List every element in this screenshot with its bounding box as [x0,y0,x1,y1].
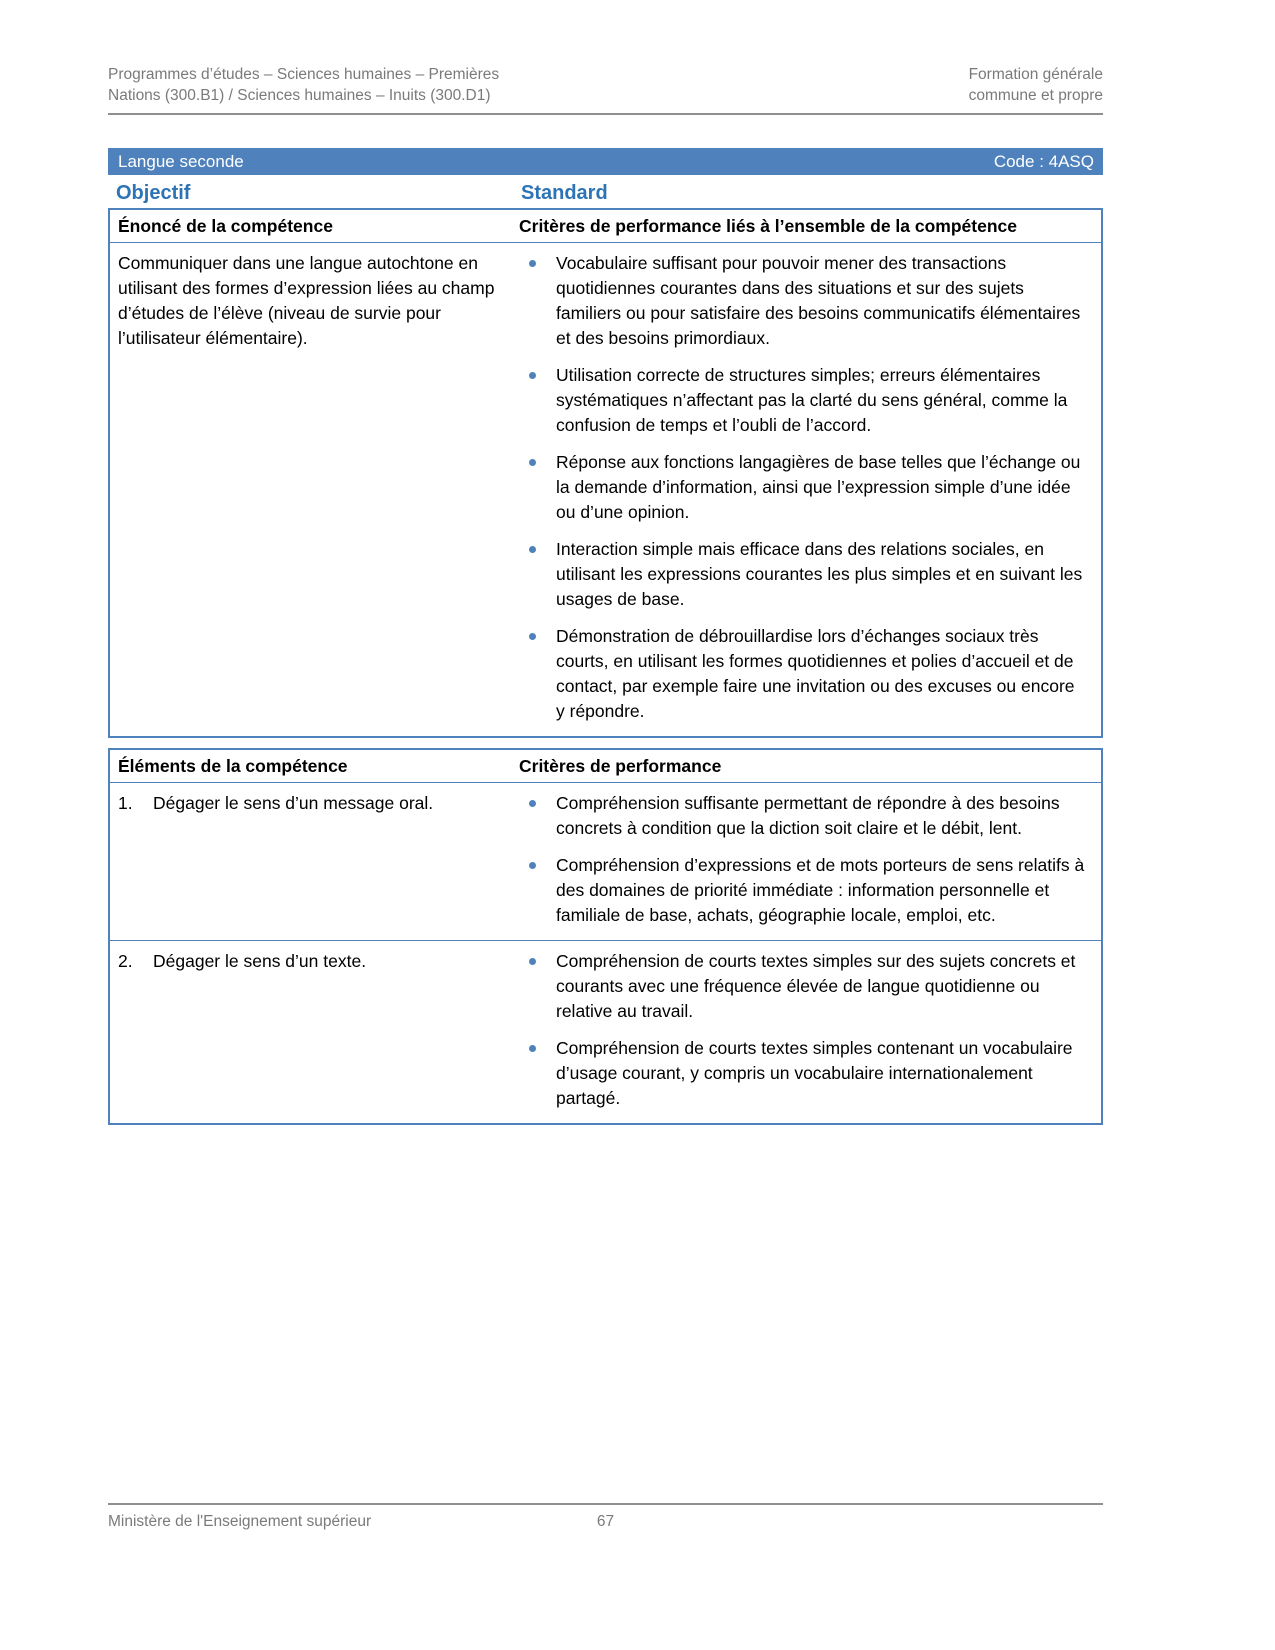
element-row-2 [110,940,1101,1123]
criterion-text: Interaction simple mais efficace dans des relations sociales, en utilisant les expressions courantes les plus simples et en suivant les usages de base. [556,539,1083,609]
header-cell-elements: Éléments de la compétence [118,756,348,776]
element-row-1 [110,783,1101,940]
criterion-item [519,624,1087,724]
criteria-list [519,949,1101,1111]
element-label: Dégager le sens d’un message oral. [153,793,434,813]
bullet-icon [519,624,556,724]
elements-table-header-row [110,750,1101,783]
competence-statement: Communiquer dans une langue autochtone en utilisant des formes d’expression liées au champ d’études de l’élève (niveau de survie pour l’utilisateur élémentaire). [118,253,495,348]
footer-line [108,1511,1103,1532]
standard-heading: Standard [521,182,608,204]
column-headings [108,182,1103,205]
header-program-title [108,64,499,106]
section-banner [108,148,1103,175]
competence-table [108,208,1103,738]
criterion-text: Compréhension de courts textes simples contenant un vocabulaire d’usage courant, y compris un vocabulaire internationalement partagé. [556,1038,1073,1108]
page-footer [108,1503,1103,1532]
criteria-list [519,791,1101,928]
page-number: 67 [596,1513,615,1530]
bullet-icon [519,1036,556,1111]
competence-table-header-row [110,210,1101,243]
criterion-item [519,363,1087,438]
header-cell-enonce: Énoncé de la compétence [118,216,333,236]
header-left-line-1: Programmes d’études – Sciences humaines – Premières [108,66,500,83]
element-number: 2. [118,951,133,971]
competence-table-body-row [110,243,1101,736]
standard-column [521,182,608,205]
header-cell-criteres-ensemble: Critères de performance liés à l’ensemble de la compétence [519,216,1017,236]
element-label: Dégager le sens d’un texte. [153,951,367,971]
bullet-icon [519,853,556,928]
elements-table [108,748,1103,1125]
page-header [108,0,1103,106]
page-content [108,0,1103,1125]
criterion-text: Démonstration de débrouillardise lors d’échanges sociaux très courts, en utilisant les formes quotidiennes et polies d’accueil et de contact, par exemple faire une invitation ou des excuses ou encore y répondre. [556,626,1075,721]
criterion-text: Compréhension d’expressions et de mots porteurs de sens relatifs à des domaines de priorité immédiate : information personnelle et familiale de base, achats, géographie locale, emploi, etc. [556,855,1085,925]
criterion-text: Compréhension de courts textes simples sur des sujets concrets et courants avec une fréquence élevée de langue quotidienne ou relative au travail. [556,951,1076,1021]
criterion-item [519,949,1087,1024]
header-left-line-2: Nations (300.B1) / Sciences humaines – Inuits (300.D1) [108,87,491,104]
header-formation-label [969,64,1103,106]
element-label-cell [110,791,519,928]
bullet-icon [519,537,556,612]
criterion-item [519,450,1087,525]
bullet-icon [519,949,556,1024]
criterion-text: Compréhension suffisante permettant de répondre à des besoins concrets à condition que la diction soit claire et le débit, lent. [556,793,1060,838]
objectif-column [108,182,521,205]
criterion-item [519,853,1087,928]
criteria-list [519,251,1101,724]
element-label-cell [110,949,519,1111]
header-cell-criteres: Critères de performance [519,756,722,776]
criterion-text: Utilisation correcte de structures simples; erreurs élémentaires systématiques n’affectant pas la clarté du sens général, comme la confusion de temps et l’oubli de l’accord. [556,365,1068,435]
criterion-item [519,251,1087,351]
ministry-name: Ministère de l'Enseignement supérieur [108,1513,372,1530]
criterion-item [519,1036,1087,1111]
criterion-text: Vocabulaire suffisant pour pouvoir mener des transactions quotidiennes courantes dans des situations et sur des sujets familiers ou pour satisfaire des besoins communicatifs élémentaires et des besoins primordiaux. [556,253,1081,348]
objectif-heading: Objectif [116,182,191,204]
header-right-line-2: commune et propre [968,87,1103,104]
bullet-icon [519,363,556,438]
header-divider [108,113,1103,115]
criterion-item [519,537,1087,612]
banner-course-code: Code : 4ASQ [993,151,1094,171]
banner-title: Langue seconde [118,151,244,171]
criterion-item [519,791,1087,841]
element-number: 1. [118,793,133,813]
criterion-text: Réponse aux fonctions langagières de base telles que l’échange ou la demande d’information, ainsi que l’expression simple d’une idée ou d’une opinion. [556,452,1081,522]
header-right-line-1: Formation générale [968,66,1103,83]
bullet-icon [519,251,556,351]
bullet-icon [519,791,556,841]
footer-divider [108,1503,1103,1505]
bullet-icon [519,450,556,525]
